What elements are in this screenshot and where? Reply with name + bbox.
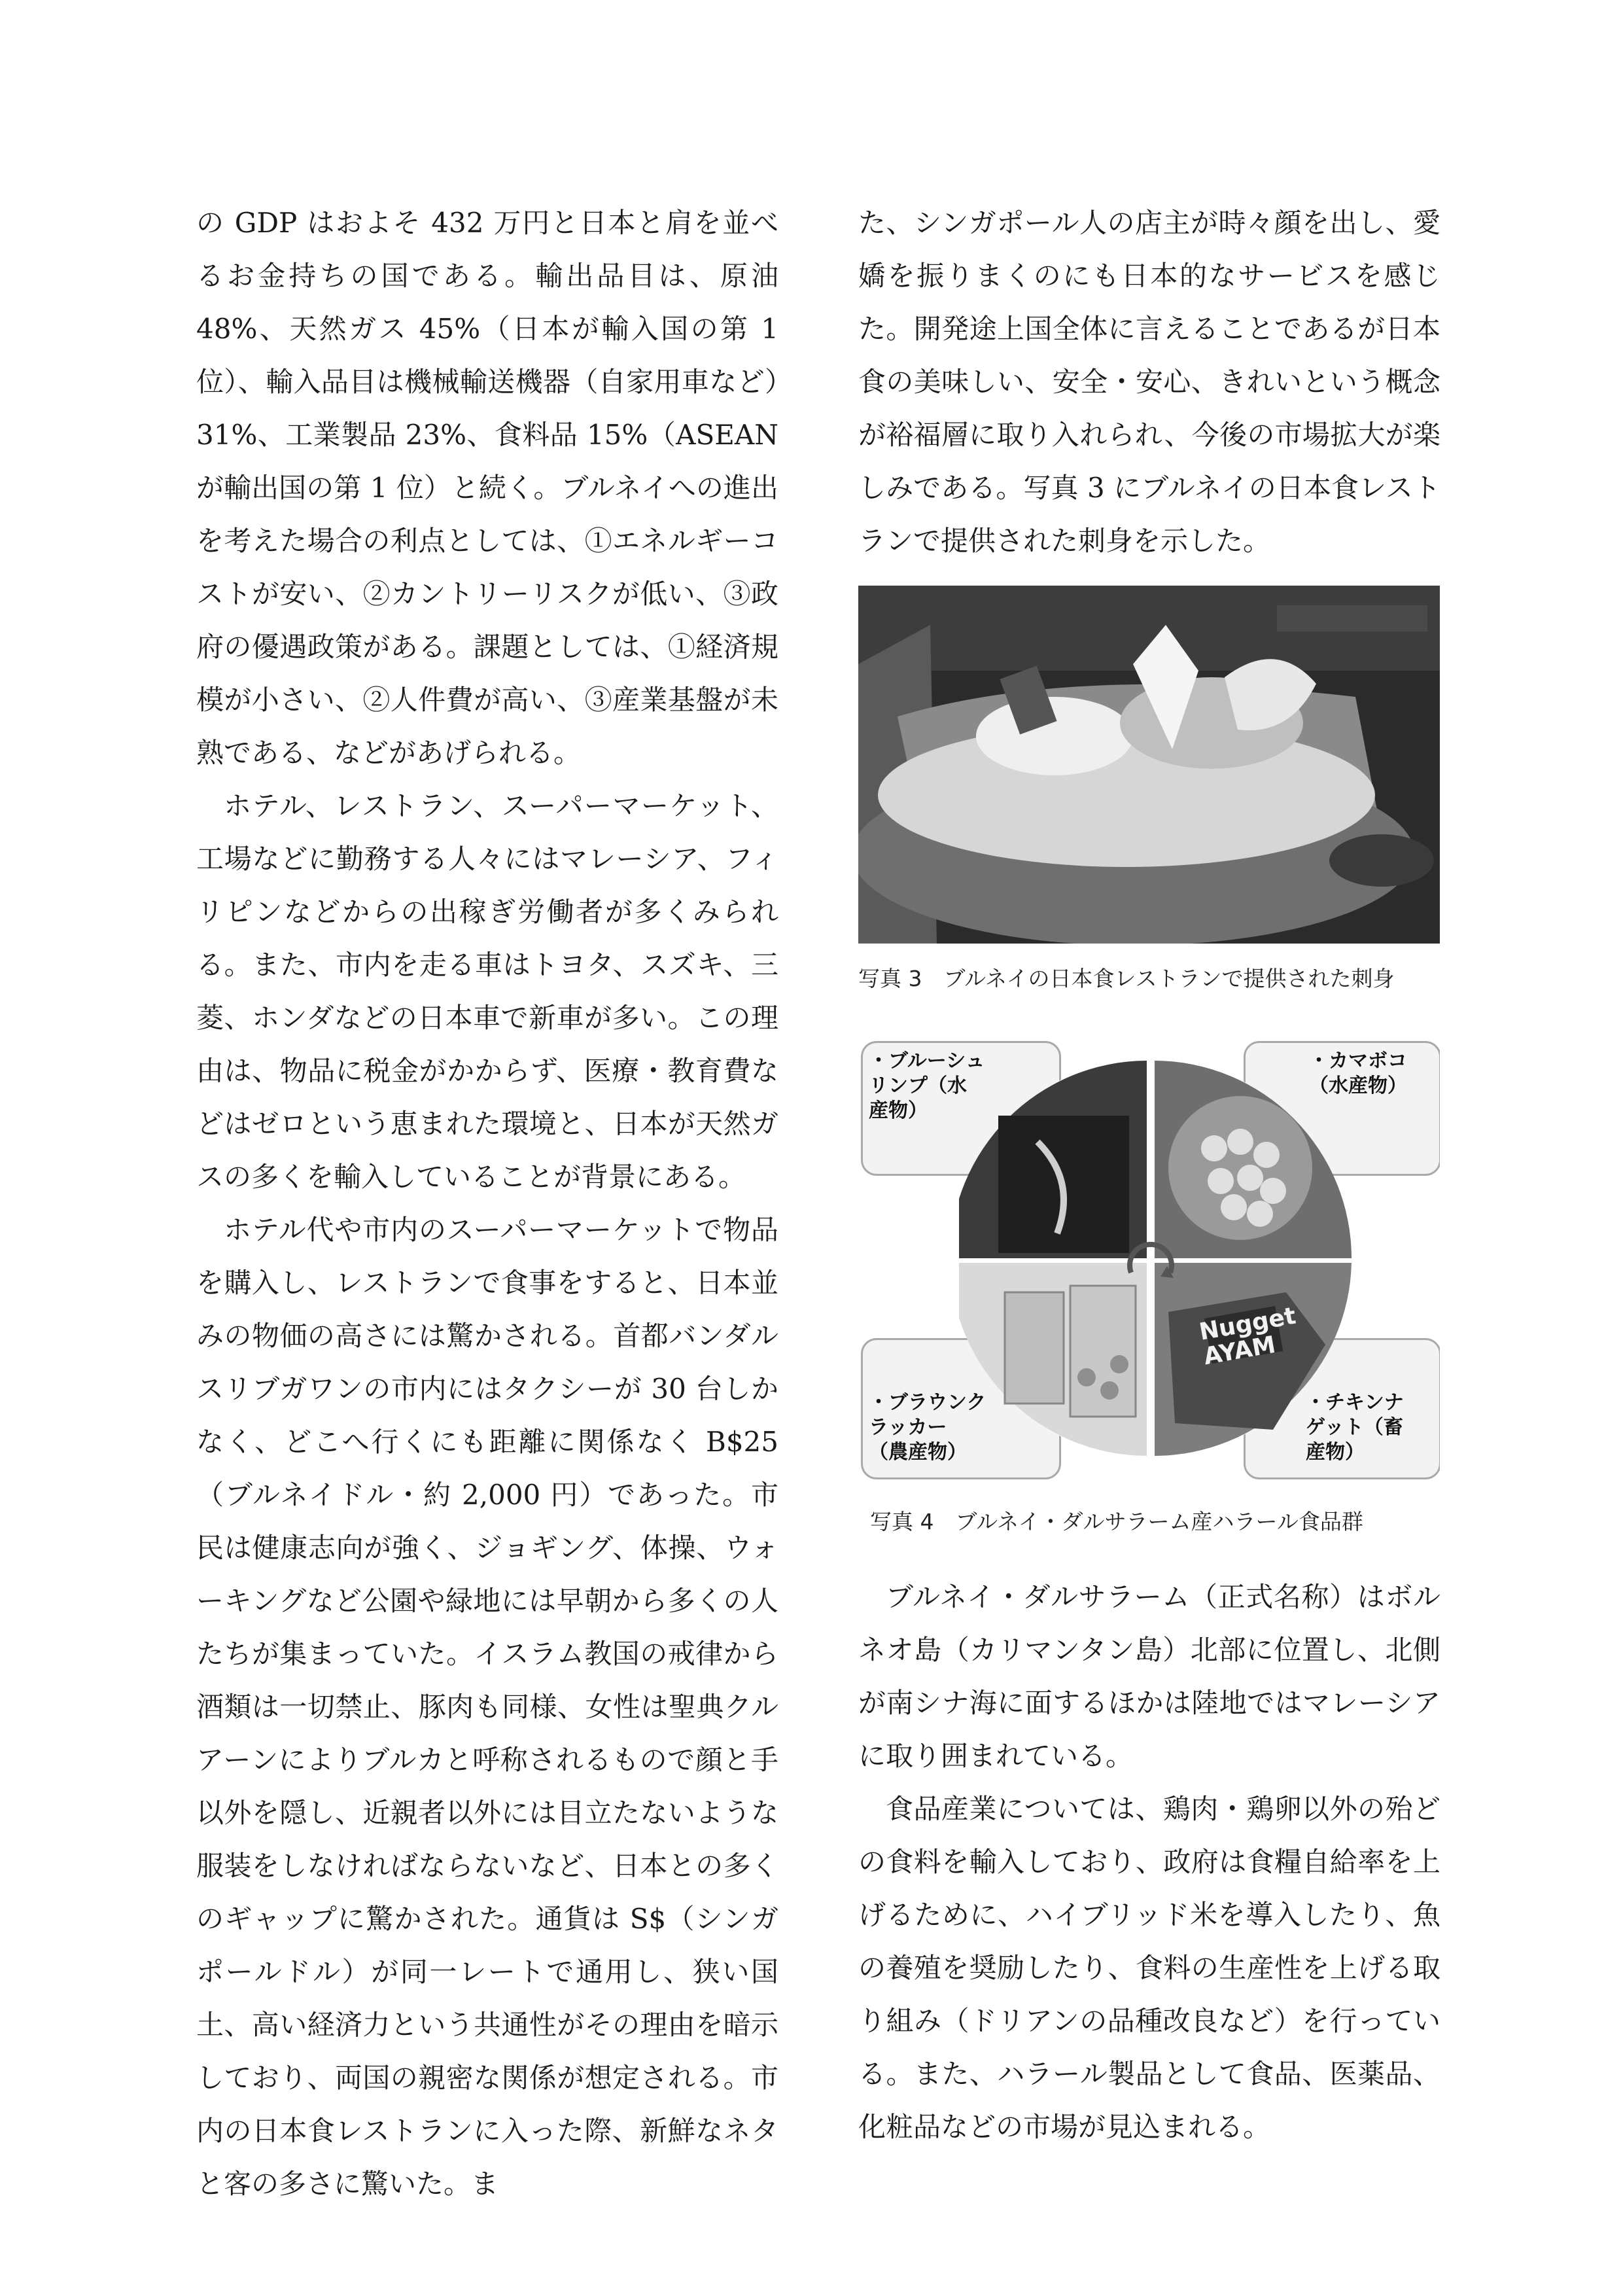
- sashimi-photo: [858, 586, 1440, 944]
- paragraph: 食品産業については、鶏肉・鶏卵以外の殆どの食料を輸入しており、政府は食糧自給率を上げるために、ハイブリッド米を導入したり、魚の養殖を奨励したり、食料の生産性を上げる取り組み（ドリアンの品種改良など）を行っている。また、ハラール製品として食品、医薬品、化粧品などの市場が見込まれる。: [858, 1793, 1440, 2143]
- nugget-package-text: Nugget AYAM: [1197, 1302, 1298, 1371]
- halal-products-photo: [861, 1037, 1440, 1482]
- sashimi-photo-image: [858, 586, 1440, 944]
- right-column-bottom: [858, 1570, 1440, 2153]
- right-column-top: [858, 196, 1440, 567]
- halal-products-image: [959, 1037, 1352, 1482]
- photo4-caption: 写真 4 ブルネイ・ダルサラーム産ハラール食品群: [870, 1509, 1363, 1534]
- shrimp-label: ・ブルーシュ リンプ（水 産物）: [869, 1050, 985, 1122]
- paragraph: た、シンガポール人の店主が時々顔を出し、愛嬌を振りまくのにも日本的なサービスを感じた。開発途上国全体に言えることであるが日本食の美味しい、安全・安心、きれいという概念が裕福層に取り入れられ、今後の市場拡大が楽しみである。写真 3 にブルネイの日本食レストランで提供された刺身を示した。: [858, 207, 1440, 557]
- paragraph: ブルネイ・ダルサラーム（正式名称）はボルネオ島（カリマンタン島）北部に位置し、北側が南シナ海に面するほかは陸地ではマレーシアに取り囲まれている。: [858, 1581, 1440, 1772]
- photo3-caption: 写真 3 ブルネイの日本食レストランで提供された刺身: [858, 966, 1395, 991]
- kamaboko-label: ・カマボコ （水産物）: [1309, 1050, 1407, 1097]
- cracker-label: ・ブラウンク ラッカー （農産物）: [869, 1391, 986, 1464]
- left-column: [196, 196, 778, 2210]
- paragraph: ホテル、レストラン、スーパーマーケット、工場などに勤務する人々にはマレーシア、フィリピンなどからの出稼ぎ労働者が多くみられる。また、市内を走る車はトヨタ、スズキ、三菱、ホンダなどの日本車で新車が多い。この理由は、物品に税金がかからず、医療・教育費などはゼロという恵まれた環境と、日本が天然ガスの多くを輸入していることが背景にある。: [196, 790, 778, 1193]
- nugget-label: ・チキンナ ゲット（畜 産物）: [1306, 1391, 1404, 1464]
- paragraph: ホテル代や市内のスーパーマーケットで物品を購入し、レストランで食事をすると、日本並みの物価の高さには驚かされる。首都バンダルスリブガワンの市内にはタクシーが 30 台しかなく、どこへ行くにも距離に関係なく B$25（ブルネイドル・約 2,000 円）であった。市民は健康志向が強く、ジョギング、体操、ウォーキングなど公園や緑地には早朝から多くの人たちが集まっていた。イスラム教国の戒律から酒類は一切禁止、豚肉も同様、女性は聖典クルアーンによりブルカと呼称されるもので顔と手以外を隠し、近親者以外には目立たないような服装をしなければならないなど、日本との多くのギャップに驚かされた。通貨は S$（シンガポールドル）が同一レートで通用し、狭い国土、高い経済力という共通性がその理由を暗示しており、両国の親密な関係が想定される。市内の日本食レストランに入った際、新鮮なネタと客の多さに驚いた。ま: [196, 1214, 778, 2200]
- paragraph: の GDP はおよそ 432 万円と日本と肩を並べるお金持ちの国である。輸出品目は、原油 48%、天然ガス 45%（日本が輸入国の第 1 位）、輸入品目は機械輸送機器（自家用車など）31%、工業製品 23%、食料品 15%（ASEAN が輸出国の第 1 位）と続く。ブルネイへの進出を考えた場合の利点としては、①エネルギーコストが安い、②カントリーリスクが低い、③政府の優遇政策がある。課題としては、①経済規模が小さい、②人件費が高い、③産業基盤が未熟である、などがあげられる。: [196, 207, 778, 769]
